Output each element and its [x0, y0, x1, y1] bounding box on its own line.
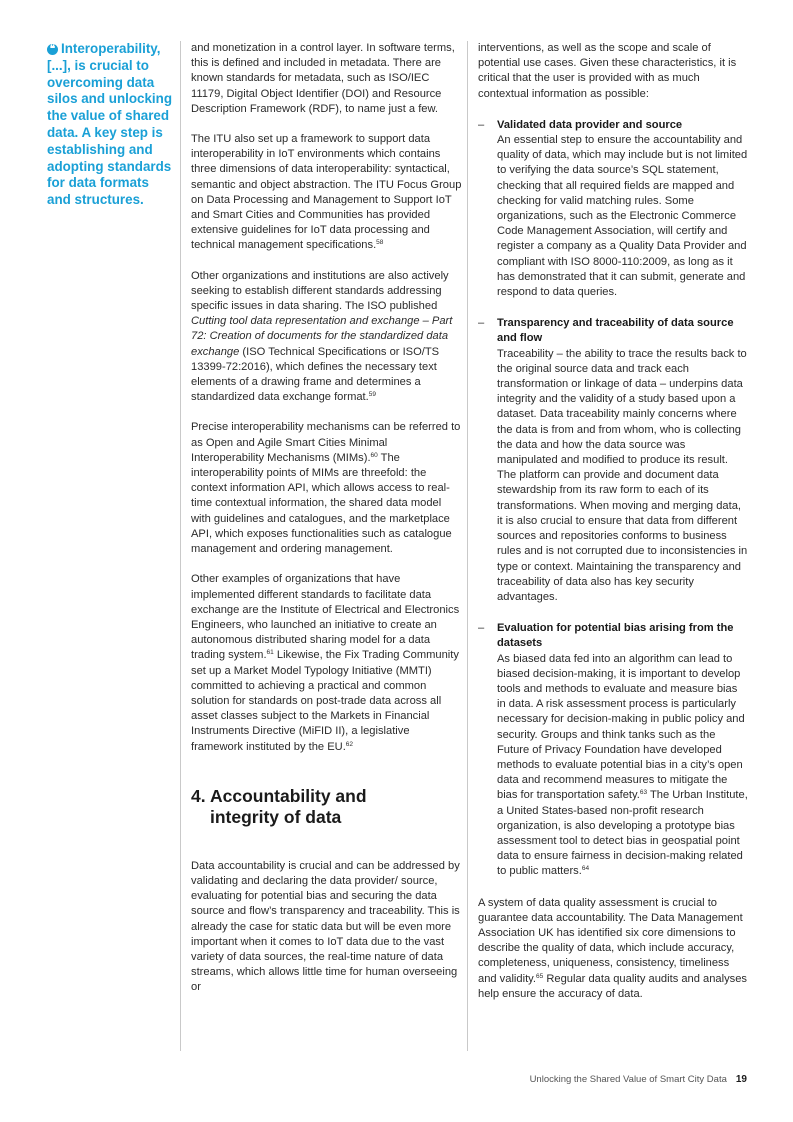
footnote-ref[interactable]: 59 [368, 391, 376, 399]
list-item-body: An essential step to ensure the accountability and quality of data, which may include but is not limited to verifying the data source’s SQL statement, checking that all required fields are mapped and checking for valid matching rules. Some organizations, such as the Electronic Commerce Code Management Association, will certify and register a company as a Quality Data Provider and compliant with ISO 8000-110:2009, as long as it has demonstrated that it can submit, generate and respond to data queries. [497, 134, 748, 299]
list-item [478, 621, 749, 879]
paragraph: Precise interoperability mechanisms can be referred to as Open and Agile Smart Cities Minimal Interoperability Mechanisms (MIMs).$^{60}$ The interoperability points of MIMs are threefold: the context information API, which allows access to real-time contextual information, the shared data model with guidelines and catalogues, and the marketplace API, which exposes functionalities such as catalogue management and ordering management. [191, 421, 461, 556]
paragraph: and monetization in a control layer. In software terms, this is defined and included in metadata. There are known standards for metadata, such as ISO/IEC 11179, Digital Object Identifier (DOI) and Resource Description Framework (RDF), to name just a few. [191, 42, 455, 115]
quote-mark-icon: ❝ [47, 44, 58, 55]
footnote-ref[interactable]: 58 [376, 239, 384, 247]
column-middle [180, 41, 463, 1051]
list-item-title: Validated data provider and source [497, 118, 683, 131]
section-heading [191, 786, 463, 828]
section-number: 4. [191, 785, 206, 806]
dash-bullet: – [478, 622, 485, 635]
document-title: Cutting tool data representation and exchange – Part 72: Creation of documents for the standardized data exchange [191, 315, 453, 358]
dash-bullet: – [478, 118, 485, 131]
footnote-ref[interactable]: 64 [581, 865, 590, 873]
footnote-ref[interactable]: 61 [266, 649, 274, 657]
list-item-title: Evaluation for potential bias arising from the datasets [497, 622, 734, 650]
footer-title: Unlocking the Shared Value of Smart City Data [529, 1074, 727, 1085]
paragraph: Data accountability is crucial and can be addressed by validating and declaring the data provider/ source, evaluating for potential bias and securing the data source and flow’s transparency and traceability. This is already the case for static data but will be even more important when it comes to IoT data due to the vast variety of data sources, the real-time nature of data streams, which allows little time for human overseeing or [191, 859, 460, 994]
footnote-ref[interactable]: 65 [536, 972, 544, 980]
page-number: 19 [735, 1074, 747, 1085]
paragraph: interventions, as well as the scope and scale of potential use cases. Given these characteristics, it is critical that the user is provided with as much contextual information as possible: [478, 42, 737, 100]
page-footer [530, 1074, 747, 1085]
section-title-line1: Accountability and [210, 785, 367, 806]
list-item [478, 118, 749, 300]
list-item [478, 316, 749, 605]
dash-bullet: – [478, 317, 485, 330]
pull-quote-text: Interoperability, [...], is crucial to overcoming data silos and unlocking the value of shared data. A key step is establishing and adopting standards for data formats and structures. [47, 41, 172, 208]
list-item-body: Traceability – the ability to trace the results back to the original source data and track each transformation or linkage of data – underpins data integrity and the validity of a study based upon a dataset. Data traceability mainly concerns where the data is from and from whom, who is collecting the data and how the data source was manipulated and modified to produce its result. The platform can provide and document data stewardship from its raw form to each of its transformations. When moving and merging data, it is also crucial to ensure that data from different sources and repositories conforms to business rules and is not corrupted due to inconsistencies in type or context. Maintaining the transparency and traceability of data also has key security advantages. [497, 347, 748, 603]
paragraph: Other organizations and institutions are also actively seeking to establish different standards addressing specific issues in data sharing. The ISO published Cutting tool data representation and exchange – Part 72: Creation of documents for the standardized data exchange (ISO Technical Specifications or ISO/TS 13399-72:2016), which defines the necessary text elements of a drawing frame and determines a standardized data exchange format.$^{59}$ [191, 269, 453, 404]
pull-quote [47, 41, 172, 209]
footnote-ref[interactable]: 62 [345, 740, 354, 748]
column-right [467, 41, 749, 1051]
paragraph: A system of data quality assessment is crucial to guarantee data accountability. The Data Management Association UK has identified six core dimensions to describe the quality of data, which include accuracy, completeness, uniqueness, consistency, timeliness and validity.$^{65}$ Regular data quality audits and analyses help ensure the accuracy of data. [478, 896, 748, 1000]
footnote-ref[interactable]: 63 [639, 789, 648, 797]
paragraph: Other examples of organizations that have implemented different standards to facilitate data exchange are the Institute of Electrical and Electronics Engineers, who launched an initiative to create an autonomous distributed sharing model for a data trading system.$^{61}$ Likewise, the Fix Trading Community set up a Market Model Typology Initiative (MMTI) committed to achieving a practical and common solution for standards on post-trade data across all asset classes subject to the Markets in Financial Instruments Directive (MiFID II), a legislative framework instituted by the EU.$^{62}$ [191, 573, 460, 753]
list-item-title: Transparency and traceability of data source and flow [497, 317, 734, 345]
section-title-line2: integrity of data [210, 806, 342, 827]
footnote-ref[interactable]: 60 [370, 451, 378, 459]
list-item-body: As biased data fed into an algorithm can lead to biased decision-making, it is important to develop tools and methods to evaluate and measure bias in data. A risk assessment process is particularly necessary for decision-making in public policy and security. Groups and think tanks such as the Future of Privacy Foundation have developed methods to evaluate potential bias in a city’s open data and recommend measures to mitigate the bias for transportation safety.$^{63}$ The Urban Institute, a United States-based non-profit research organization, is also developing a prototype bias assessment tool to detect bias in geospatial point data to ensure fairness in decision-making related to public matters.$^{64}$ [497, 652, 748, 878]
paragraph: The ITU also set up a framework to support data interoperability in IoT environments which contains three dimensions of data interoperability: syntactical, semantic and object abstraction. The ITU Focus Group on Data Processing and Management to Support IoT and Smart Cities and Communities has provided extensive guidelines for IoT data processing and technical management specifications.$^{58}$ [191, 133, 462, 252]
